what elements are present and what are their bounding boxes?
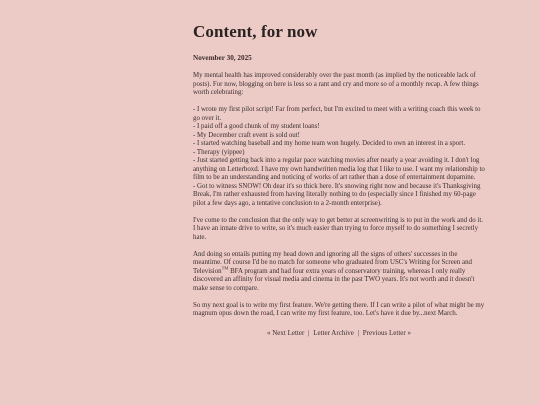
nav-separator: | [308,328,310,337]
paragraph-3-part-b: BFA program and had four extra years of conservatory training, whereas I only really discovered an affinity for visual media and cinema in the past TWO years. It's not worth and it doesn't make sense to compare. [193,267,475,292]
post-title: Content, for now [193,22,318,41]
list-item: - Therapy (yippee) [193,148,245,156]
post-paragraph-4: So my next goal is to write my first feature. We're getting there. If I can write a pilot of what might be my magnum opus down the road, I can write my first feature, too. Let's have it due by...next March. [193,301,485,317]
post-paragraph-3 [193,251,485,294]
post-intro: My mental health has improved considerably over the past month (as implied by the noticeable lack of posts). For now, blogging on here is less so a rant and cry and more so of a monthly recap. A few things worth celebrating: [193,72,479,96]
post-paragraph-2: I've come to the conclusion that the only way to get better at screenwriting is to put in the work and do it. I have an innate drive to write, so it's much easier than trying to force myself to do something I secretly hate. [193,216,484,241]
nav-separator: | [357,328,360,337]
list-item: - I started watching baseball and my home team won hugely. Decided to own an interest in a sport. [193,140,466,147]
previous-letter-link[interactable]: Previous Letter » [362,328,411,337]
trademark-mark: TM [221,265,229,271]
letter-navigation [193,329,485,337]
paragraph-3-part-a: And doing so entails putting my head down and ignoring all the signs of others' successes in the meantime. Of course I'd be no match for someone who graduated from USC's Writing for Screen and Television [193,250,472,275]
celebration-list [193,106,485,208]
post-date: November 30, 2025 [193,54,252,62]
letter-archive-link[interactable]: Letter Archive [313,328,354,337]
list-item: - Got to witness SNOW! Oh dear it's so thick here. It's snowing right now and because it's Thanksgiving Break, I'm rather exhausted from having literally nothing to do (especially since I finished my 60-page pilot a few days ago, a tentative conclusion to a 2-month enterprise). [193,182,481,207]
list-item: - I paid off a good chunk of my student loans! [193,123,320,130]
list-item: - Just started getting back into a regular pace watching movies after nearly a year avoiding it. I don't log anything on Letterboxd. I have my own handwritten media log that I like to use. I want my relationship to film to be an understanding and noticing of works of art rather than a dose of entertainment dopamine. [193,157,485,181]
next-letter-link[interactable]: « Next Letter [267,328,305,337]
list-item: - I wrote my first pilot script! Far from perfect, but I'm excited to meet with a writing coach this week to go over it. [193,106,481,122]
list-item: - My December craft event is sold out! [193,131,300,139]
post-content [193,22,485,337]
